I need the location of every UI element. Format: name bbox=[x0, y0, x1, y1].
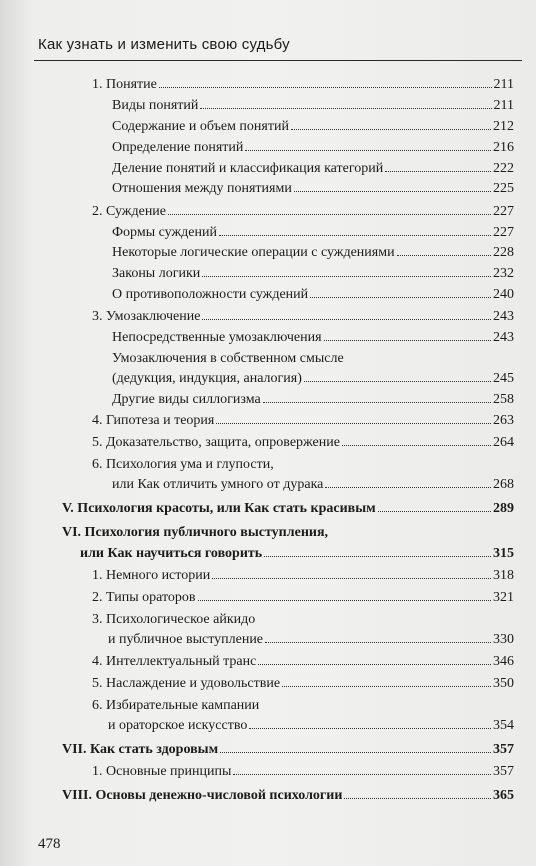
toc-entry-page: 222 bbox=[493, 161, 514, 176]
toc-entry-title: VII. Как стать здоровым bbox=[62, 742, 219, 757]
toc-entry-title: Другие виды силлогизма bbox=[112, 392, 261, 407]
toc-entry bbox=[92, 567, 514, 584]
dot-leader bbox=[344, 798, 491, 799]
dot-leader bbox=[294, 191, 491, 192]
dot-leader bbox=[304, 381, 491, 382]
dot-leader bbox=[219, 235, 491, 236]
dot-leader bbox=[202, 319, 491, 320]
toc-entry-page: 365 bbox=[493, 788, 514, 803]
toc-entry-title: Некоторые логические операции с суждениями bbox=[112, 245, 395, 260]
toc-entry-title: 2. Типы ораторов bbox=[92, 590, 196, 605]
toc-entry-chapter bbox=[80, 545, 514, 562]
dot-leader bbox=[378, 511, 491, 512]
toc-entry-page: 228 bbox=[493, 245, 514, 260]
toc-entry bbox=[112, 286, 514, 303]
toc-entry-page: 211 bbox=[493, 98, 514, 113]
toc-entry-page: 263 bbox=[493, 413, 514, 428]
toc-entry-title: 4. Гипотеза и теория bbox=[92, 413, 215, 428]
toc-entry bbox=[92, 203, 514, 220]
dot-leader bbox=[291, 129, 491, 130]
toc-entry-page: 357 bbox=[493, 742, 514, 757]
toc-entry bbox=[92, 412, 514, 429]
toc-entry bbox=[112, 139, 514, 156]
dot-leader bbox=[263, 402, 491, 403]
dot-leader bbox=[397, 255, 491, 256]
dot-leader bbox=[245, 150, 491, 151]
toc-entry-title: и ораторское искусство bbox=[108, 718, 248, 733]
toc-entry bbox=[92, 76, 514, 93]
toc-entry bbox=[92, 763, 514, 780]
toc-entry-page: 225 bbox=[493, 181, 514, 196]
toc-entry-page: 227 bbox=[493, 204, 514, 219]
toc-entry-title: 2. Суждение bbox=[92, 204, 167, 219]
toc-entry-page: 289 bbox=[493, 501, 514, 516]
toc-entry bbox=[108, 631, 514, 648]
toc-entry-page: 357 bbox=[493, 764, 514, 779]
toc-entry-page: 321 bbox=[493, 590, 514, 605]
toc-entry-title: V. Психология красоты, или Как стать красивым bbox=[62, 501, 376, 516]
toc-entry-page: 315 bbox=[493, 546, 514, 561]
toc-entry-title: Законы логики bbox=[112, 266, 201, 281]
toc-entry-page: 318 bbox=[493, 568, 514, 583]
toc-entry-title: 1. Основные принципы bbox=[92, 764, 232, 779]
toc-entry-title: О противоположности суждений bbox=[112, 287, 309, 302]
dot-leader bbox=[202, 276, 491, 277]
dot-leader bbox=[385, 171, 491, 172]
toc-entry bbox=[112, 97, 514, 114]
toc-entry bbox=[112, 224, 514, 241]
toc-entry-page: 212 bbox=[493, 119, 514, 134]
toc-entry-title: 5. Наслаждение и удовольствие bbox=[92, 676, 281, 691]
toc-entry bbox=[112, 370, 514, 387]
toc-entry-page: 227 bbox=[493, 225, 514, 240]
toc-entry bbox=[92, 653, 514, 670]
toc-entry-title: VIII. Основы денежно-числовой психологии bbox=[62, 788, 343, 803]
toc-entry-title: 4. Интеллектуальный транс bbox=[92, 654, 257, 669]
dot-leader bbox=[216, 423, 491, 424]
toc-entry-page: 330 bbox=[493, 632, 514, 647]
toc-entry-title: или Как научиться говорить bbox=[80, 546, 263, 561]
toc-entry-title: Деление понятий и классификация категорий bbox=[112, 161, 384, 176]
toc-entry-title-line1: 3. Психологическое айкидо bbox=[92, 612, 256, 627]
dot-leader bbox=[198, 600, 492, 601]
toc-entry-page: 211 bbox=[493, 77, 514, 92]
dot-leader bbox=[342, 445, 491, 446]
toc-entry bbox=[92, 308, 514, 325]
dot-leader bbox=[310, 297, 491, 298]
toc-entry-chapter bbox=[62, 741, 514, 758]
toc-entry-title-line1: Умозаключения в собственном смысле bbox=[112, 351, 344, 366]
running-head: Как узнать и изменить свою судьбу bbox=[38, 36, 290, 53]
toc-entry-page: 240 bbox=[493, 287, 514, 302]
toc-entry-title-line1: 6. Избирательные кампании bbox=[92, 698, 260, 713]
toc-entry bbox=[112, 476, 514, 493]
toc-entry-title: и публичное выступление bbox=[108, 632, 264, 647]
toc-entry bbox=[92, 675, 514, 692]
toc-entry-chapter bbox=[62, 787, 514, 804]
dot-leader bbox=[220, 752, 491, 753]
toc-entry-title: Определение понятий bbox=[112, 140, 244, 155]
toc-entry bbox=[112, 265, 514, 282]
toc-entry-title-line1: 6. Психология ума и глупости, bbox=[92, 457, 274, 472]
dot-leader bbox=[325, 487, 491, 488]
toc-entry-title: Содержание и объем понятий bbox=[112, 119, 289, 134]
toc-entry bbox=[112, 118, 514, 135]
dot-leader bbox=[233, 774, 491, 775]
toc-entry-page: 346 bbox=[493, 654, 514, 669]
toc-entry-title: или Как отличить умного от дурака bbox=[112, 477, 324, 492]
toc-entry-title-line1: VI. Психология публичного выступления, bbox=[62, 525, 329, 540]
toc-entry bbox=[112, 160, 514, 177]
toc-entry-chapter bbox=[62, 500, 514, 517]
toc-entry-page: 350 bbox=[493, 676, 514, 691]
dot-leader bbox=[324, 340, 491, 341]
toc-entry-page: 216 bbox=[493, 140, 514, 155]
dot-leader bbox=[264, 556, 491, 557]
toc-entry bbox=[112, 244, 514, 261]
toc-entry-title: 1. Понятие bbox=[92, 77, 157, 92]
dot-leader bbox=[168, 214, 491, 215]
toc-entry bbox=[108, 717, 514, 734]
dot-leader bbox=[200, 108, 491, 109]
toc-entry bbox=[92, 434, 514, 451]
toc-entry bbox=[112, 329, 514, 346]
toc-entry-page: 258 bbox=[493, 392, 514, 407]
page-number: 478 bbox=[38, 836, 61, 852]
toc-entry-title: 5. Доказательство, защита, опровержение bbox=[92, 435, 340, 450]
toc-entry-page: 354 bbox=[493, 718, 514, 733]
toc-entry bbox=[112, 391, 514, 408]
toc-entry-title: Формы суждений bbox=[112, 225, 217, 240]
toc-entry-page: 232 bbox=[493, 266, 514, 281]
toc-entry-page: 245 bbox=[493, 371, 514, 386]
toc-entry-page: 268 bbox=[493, 477, 514, 492]
toc-entry bbox=[112, 180, 514, 197]
dot-leader bbox=[258, 664, 491, 665]
toc-entry-title: Отношения между понятиями bbox=[112, 181, 292, 196]
dot-leader bbox=[265, 642, 491, 643]
toc-entry-title: Непосредственные умозаключения bbox=[112, 330, 322, 345]
toc-entry-title: (дедукция, индукция, аналогия) bbox=[112, 371, 302, 386]
toc-entry bbox=[92, 589, 514, 606]
toc-entry-title: 1. Немного истории bbox=[92, 568, 211, 583]
dot-leader bbox=[282, 686, 491, 687]
dot-leader bbox=[249, 728, 491, 729]
toc-entry-title: Виды понятий bbox=[112, 98, 199, 113]
dot-leader bbox=[212, 578, 491, 579]
toc-entry-page: 243 bbox=[493, 309, 514, 324]
toc-entry-page: 243 bbox=[493, 330, 514, 345]
toc-entry-page: 264 bbox=[493, 435, 514, 450]
toc-entry-title: 3. Умозаключение bbox=[92, 309, 201, 324]
header-rule bbox=[34, 60, 522, 61]
dot-leader bbox=[159, 87, 492, 88]
